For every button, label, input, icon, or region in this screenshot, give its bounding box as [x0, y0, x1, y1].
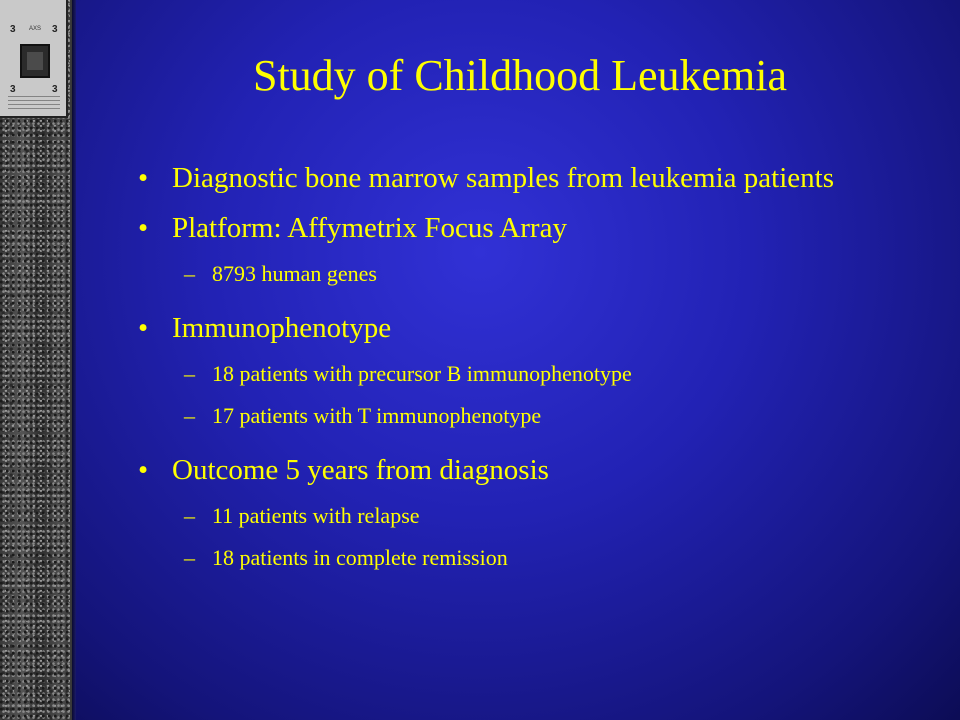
- chip-window: [20, 44, 50, 78]
- microarray-chip-image: [0, 0, 68, 118]
- bullet-text: Immunophenotype: [172, 312, 392, 344]
- sub-bullet-item: [138, 502, 878, 530]
- bullet-item: [138, 310, 878, 346]
- chip-label-text: [8, 96, 60, 112]
- bullet-marker: •: [138, 312, 149, 344]
- sub-bullet-text: 8793 human genes: [212, 261, 377, 286]
- side-strip-edge: [72, 0, 76, 720]
- dash-marker: –: [184, 261, 195, 286]
- chip-corner-mark: 3: [52, 24, 58, 35]
- bullet-item: [138, 452, 878, 488]
- bullet-text: Platform: Affymetrix Focus Array: [172, 212, 567, 244]
- bullet-item: [138, 160, 878, 196]
- dash-marker: –: [184, 361, 195, 386]
- chip-corner-mark: 3: [10, 24, 16, 35]
- chip-corner-mark: 3: [10, 84, 16, 95]
- dash-marker: –: [184, 545, 195, 570]
- bullet-item: [138, 210, 878, 246]
- dash-marker: –: [184, 403, 195, 428]
- bullet-marker: •: [138, 454, 149, 486]
- chip-corner-mark: 3: [52, 84, 58, 95]
- bullet-marker: •: [138, 162, 149, 194]
- chip-logo: AXS: [28, 26, 41, 32]
- bullet-text: Outcome 5 years from diagnosis: [172, 454, 549, 486]
- sub-bullet-text: 18 patients in complete remission: [212, 545, 508, 570]
- sub-bullet-item: [138, 544, 878, 572]
- sub-bullet-text: 17 patients with T immunophenotype: [212, 403, 542, 428]
- bullet-marker: •: [138, 212, 149, 244]
- slide-title: Study of Childhood Leukemia: [252, 51, 788, 100]
- sub-bullet-item: [138, 402, 878, 430]
- bullet-list: [138, 160, 878, 586]
- sub-bullet-text: 11 patients with relapse: [212, 503, 420, 528]
- dash-marker: –: [184, 503, 195, 528]
- sub-bullet-item: [138, 360, 878, 388]
- bullet-text: Diagnostic bone marrow samples from leukemia patients: [172, 162, 834, 194]
- sub-bullet-item: [138, 260, 878, 288]
- sub-bullet-text: 18 patients with precursor B immunophenotype: [212, 361, 632, 386]
